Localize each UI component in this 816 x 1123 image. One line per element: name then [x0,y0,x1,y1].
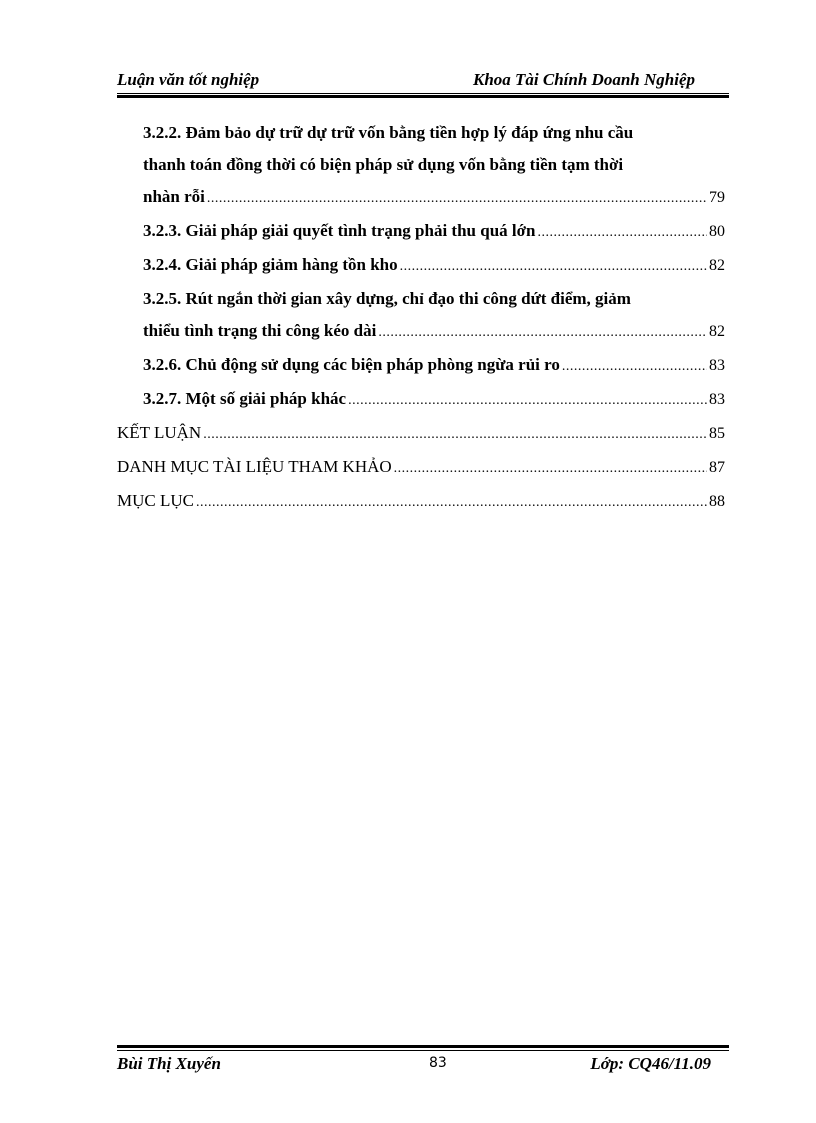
toc-page-number: 83 [709,391,725,408]
header-rule-thick [117,95,729,98]
toc-page-number: 85 [709,425,725,442]
toc-entry-text: thiểu tình trạng thi công kéo dài [143,321,377,340]
header-rule-thin [117,93,729,94]
header-faculty-label: Khoa Tài Chính Doanh Nghiệp [472,70,695,89]
toc-entry-text: KẾT LUẬN [117,423,202,442]
toc-entry-3-2-2[interactable] [117,117,725,215]
footer-rule-thin [117,1050,729,1051]
footer-class-label: Lớp: CQ46/11.09 [590,1054,711,1073]
toc-leader-dots [394,453,707,485]
toc-leader-dots [378,317,707,349]
toc-leader-dots [196,487,707,519]
toc-page-number: 83 [709,357,725,374]
footer-page-number: 83 [429,1055,447,1071]
header-thesis-label: Luận văn tốt nghiệp [117,70,260,89]
toc-page-number: 82 [709,257,725,274]
toc-leader-dots [203,419,707,451]
toc-entry-text: 3.2.7. Một số giải pháp khác [143,389,347,408]
toc-entry-ket-luan[interactable] [117,417,725,451]
toc-leader-dots [538,217,707,249]
toc-page-number: 79 [709,189,725,206]
page-header [117,70,729,92]
footer-author: Bùi Thị Xuyến [117,1054,221,1073]
toc-page-number: 82 [709,323,725,340]
toc-entry-text: thanh toán đồng thời có biện pháp sử dụng vốn bằng tiền tạm thời [143,155,624,174]
toc-page-number: 88 [709,493,725,510]
toc-entry-3-2-3[interactable] [117,215,725,249]
toc-leader-dots [562,351,707,383]
toc-entry-text: nhàn rỗi [143,187,205,206]
toc-entry-text: DANH MỤC TÀI LIỆU THAM KHẢO [117,457,392,476]
toc-entry-text: 3.2.5. Rút ngắn thời gian xây dựng, chỉ đạo thi công dứt điểm, giảm [143,289,631,308]
page-footer [117,1054,729,1076]
toc-page-number: 80 [709,223,725,240]
toc-leader-dots [207,183,707,215]
toc-entry-references[interactable] [117,451,725,485]
toc-entry-text: 3.2.2. Đảm bảo dự trữ dự trữ vốn bằng tiền hợp lý đáp ứng nhu cầu [143,123,634,142]
toc-entry-text: 3.2.6. Chủ động sử dụng các biện pháp phòng ngừa rủi ro [143,355,560,374]
table-of-contents [117,117,725,519]
toc-entry-3-2-6[interactable] [117,349,725,383]
toc-entry-muc-luc[interactable] [117,485,725,519]
toc-page-number: 87 [709,459,725,476]
toc-entry-3-2-5[interactable] [117,283,725,349]
toc-entry-text: 3.2.4. Giải pháp giảm hàng tồn kho [143,255,398,274]
toc-entry-3-2-4[interactable] [117,249,725,283]
toc-entry-text: MỤC LỤC [117,491,194,510]
toc-leader-dots [348,385,707,417]
toc-entry-3-2-7[interactable] [117,383,725,417]
toc-entry-text: 3.2.3. Giải pháp giải quyết tình trạng phải thu quá lớn [143,221,536,240]
toc-leader-dots [400,251,707,283]
footer-rule-thick [117,1045,729,1048]
